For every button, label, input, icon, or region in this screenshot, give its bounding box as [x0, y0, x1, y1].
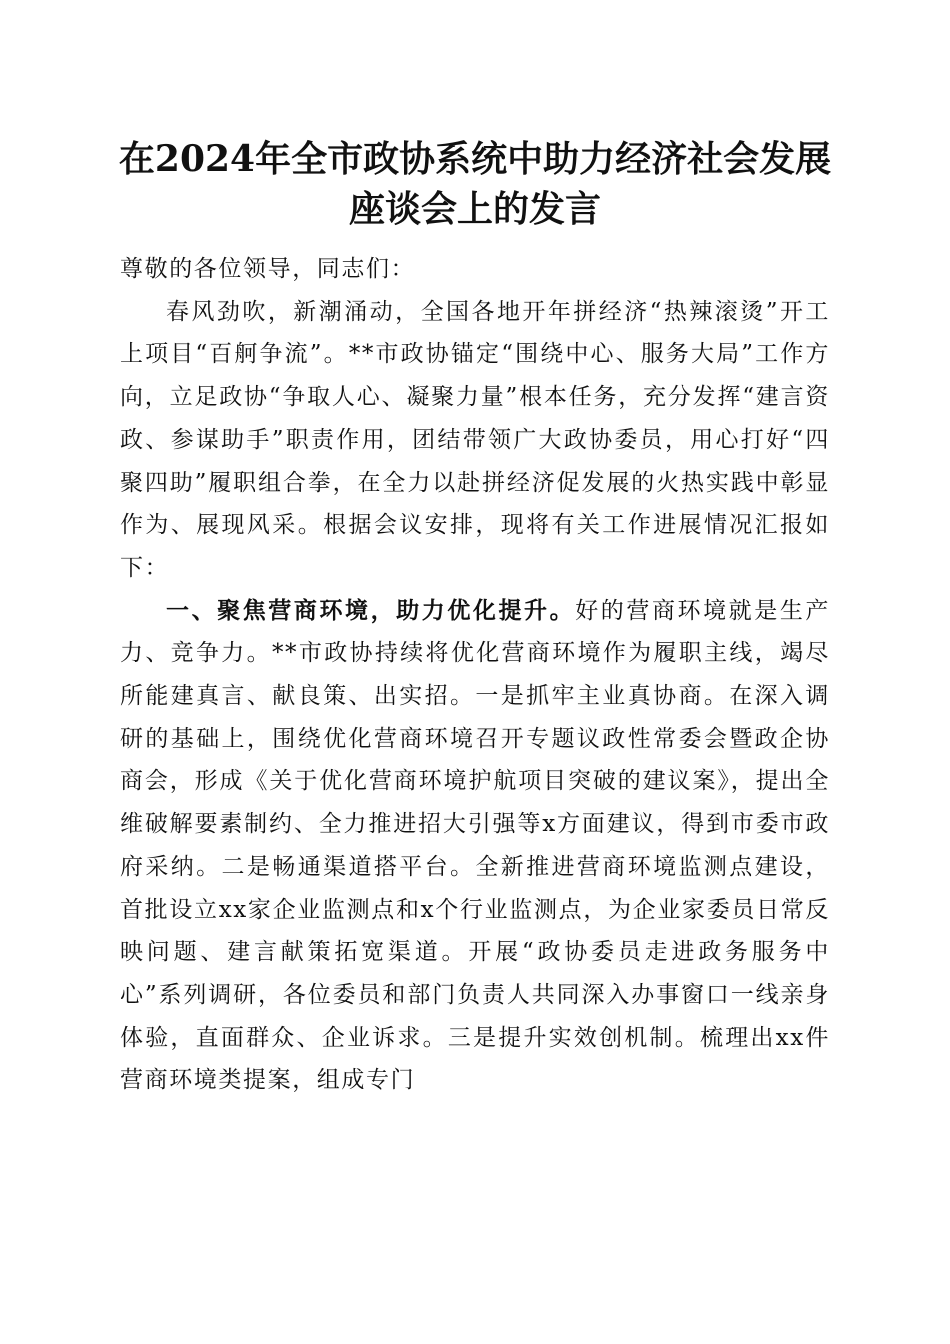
paragraph-section-1 — [120, 590, 830, 1102]
salutation: 尊敬的各位领导，同志们： — [120, 256, 416, 282]
document-body — [120, 248, 830, 1102]
paragraph-intro: 春风劲吹，新潮涌动，全国各地开年拼经济“热辣滚烫”开工上项目“百舸争流”。**市政协锚定“围绕中心、服务大局”工作方向，立足政协“争取人心、凝聚力量”根本任务，充分发挥“建言资政、参谋助手”职责作用，团结带领广大政协委员，用心打好“四聚四助”履职组合拳，在全力以赴拼经济促发展的火热实践中彰显作为、展现风采。根据会议安排，现将有关工作进展情况汇报如下： — [120, 298, 830, 581]
title-line-2: 座谈会上的发言 — [348, 188, 601, 230]
document-title — [100, 134, 850, 234]
section-1-body: 好的营商环境就是生产力、竞争力。**市政协持续将优化营商环境作为履职主线，竭尽所能建真言、献良策、出实招。一是抓牢主业真协商。在深入调研的基础上，围绕优化营商环境召开专题议政性常委会暨政企协商会，形成《关于优化营商环境护航项目突破的建议案》，提出全维破解要素制约、全力推进招大引强等x方面建议，得到市委市政府采纳。二是畅通渠道搭平台。全新推进营商环境监测点建设，首批设立xx家企业监测点和x个行业监测点，为企业家委员日常反映问题、建言献策拓宽渠道。开展“政协委员走进政务服务中心”系列调研，各位委员和部门负责人共同深入办事窗口一线亲身体验，直面群众、企业诉求。三是提升实效创机制。梳理出xx件营商环境类提案，组成专门 — [120, 597, 830, 1094]
section-1-heading: 一、聚焦营商环境，助力优化提升。 — [166, 597, 576, 624]
title-line-1: 在2024年全市政协系统中助力经济社会发展 — [118, 138, 832, 180]
